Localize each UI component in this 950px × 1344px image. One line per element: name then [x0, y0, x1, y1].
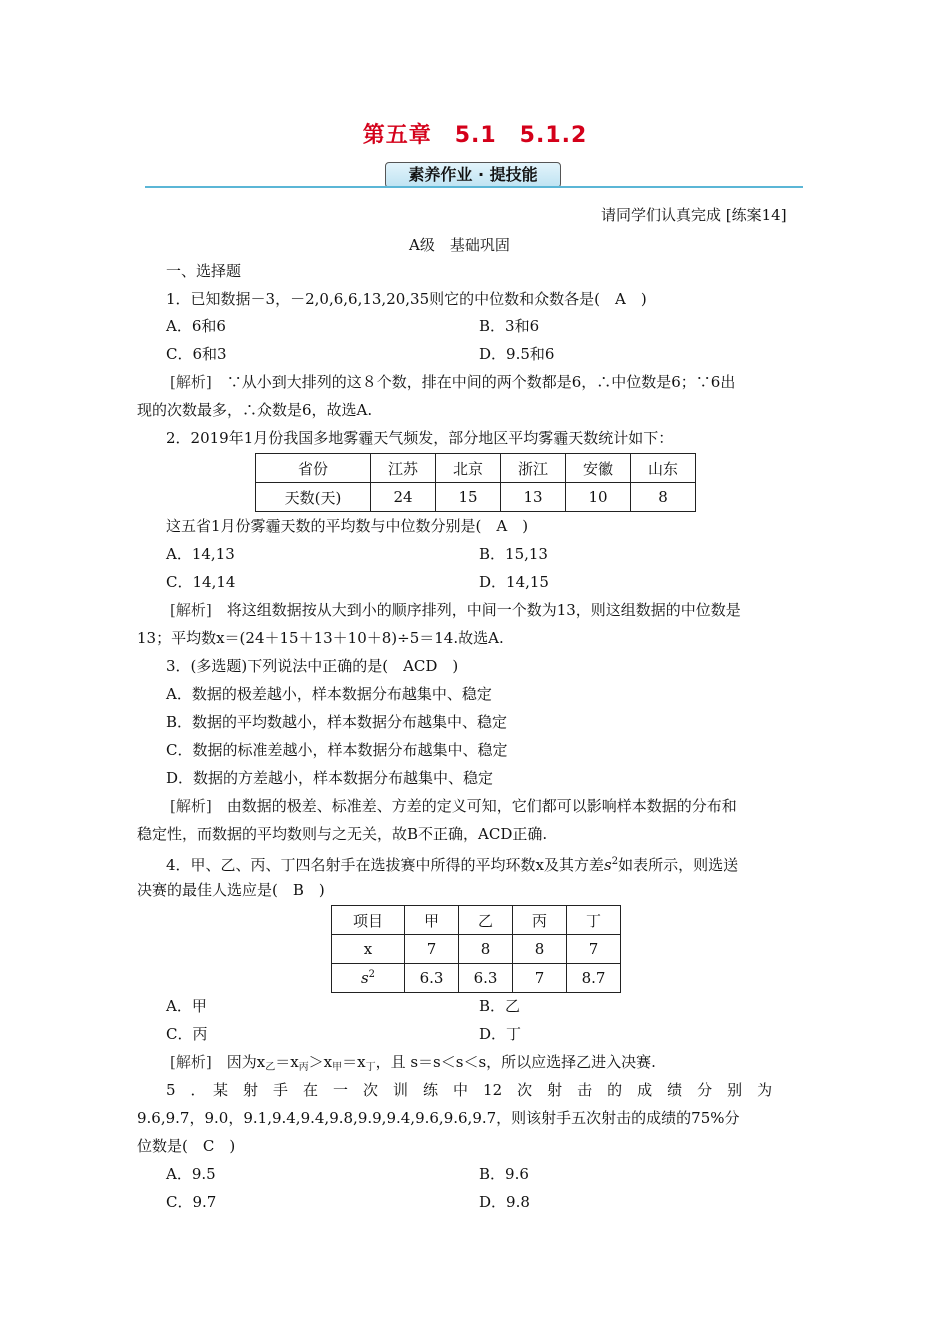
table-cell: 8	[631, 483, 696, 512]
table-cell: 项目	[332, 906, 405, 935]
q3-option-a: A．数据的极差越小，样本数据分布越集中、稳定	[166, 685, 492, 703]
variance-exponent: 2	[611, 856, 619, 867]
table-cell: 7	[405, 935, 459, 964]
table-cell: 省份	[256, 454, 371, 483]
table-cell: 浙江	[501, 454, 566, 483]
table-cell	[332, 964, 405, 993]
table-cell: 山东	[631, 454, 696, 483]
variance-exponent: 2	[368, 969, 376, 980]
q4-explanation	[170, 1051, 656, 1079]
chapter-title: 第五章 5.1 5.1.2	[362, 123, 588, 148]
variance-symbol: s	[360, 969, 369, 987]
q3-analysis-tag: [解析]	[170, 797, 212, 815]
q4-option-a: A．甲	[166, 997, 207, 1015]
explanation-text: ＝x	[275, 1053, 299, 1071]
q2-data-table	[255, 453, 696, 512]
q3-option-d: D．数据的方差越小，样本数据分布越集中、稳定	[166, 769, 494, 787]
q1-option-d: D．9.5和6	[479, 345, 555, 363]
table-cell: 甲	[405, 906, 459, 935]
q2-question: 这五省1月份雾霾天数的平均数与中位数分别是( A )	[166, 517, 529, 535]
level-heading: A级 基础巩固	[409, 236, 510, 254]
q2-explanation-line1	[170, 599, 741, 621]
table-cell: 7	[567, 935, 621, 964]
table-cell: 安徽	[566, 454, 631, 483]
table-cell: 天数(天)	[256, 483, 371, 512]
q2-explanation-line2: 13；平均数x＝(24＋15＋13＋10＋8)÷5＝14.故选A.	[137, 629, 504, 647]
q4-option-b: B．乙	[479, 997, 521, 1015]
table-cell: 8	[459, 935, 513, 964]
subscript: 丙	[298, 1062, 309, 1073]
q2-option-d: D．14,15	[479, 573, 549, 591]
subscript: 甲	[332, 1062, 343, 1073]
table-row	[332, 906, 621, 935]
q3-explanation-line1	[170, 795, 737, 817]
q1-analysis-tag: [解析]	[170, 373, 212, 391]
practice-note: 请同学们认真完成 [练案14]	[601, 206, 787, 224]
q1-option-c: C．6和3	[166, 345, 227, 363]
q3-stem: 3．(多选题)下列说法中正确的是( ACD )	[166, 657, 459, 675]
q1-option-a: A．6和6	[166, 317, 226, 335]
q5-stem-line2: 9.6,9.7，9.0，9.1,9.4,9.4,9.8,9.9,9.4,9.6,9.6,9.7，则该射手五次射击的成绩的75%分	[137, 1109, 740, 1127]
q2-option-a: A．14,13	[166, 545, 235, 563]
q4-data-table	[331, 905, 621, 993]
table-row	[332, 935, 621, 964]
q2-analysis-tag: [解析]	[170, 601, 212, 619]
q2-stem: 2．2019年1月份我国多地雾霾天气频发，部分地区平均雾霾天数统计如下：	[166, 429, 674, 447]
q5-option-c: C．9.7	[166, 1193, 217, 1211]
q4-option-d: D．丁	[479, 1025, 522, 1043]
q1-explanation-text: ∵从小到大排列的这８个数，排在中间的两个数都是6，∴中位数是6；∵6出	[211, 373, 736, 391]
q5-stem-line3: 位数是( C )	[137, 1137, 236, 1155]
subscript: 丁	[365, 1062, 376, 1073]
table-row	[332, 964, 621, 993]
table-cell: 6.3	[405, 964, 459, 993]
table-row	[256, 454, 696, 483]
table-cell: 13	[501, 483, 566, 512]
table-cell: 乙	[459, 906, 513, 935]
q2-option-c: C．14,14	[166, 573, 236, 591]
q4-analysis-tag: [解析]	[170, 1053, 212, 1071]
variance-symbol: s	[604, 856, 612, 874]
q3-option-c: C．数据的标准差越小，样本数据分布越集中、稳定	[166, 741, 508, 759]
q4-stem-end: 如表所示，则选送	[618, 856, 739, 874]
q3-explanation-text: 由数据的极差、标准差、方差的定义可知，它们都可以影响样本数据的分布和	[211, 797, 737, 815]
table-cell: x	[332, 935, 405, 964]
table-cell: 10	[566, 483, 631, 512]
table-cell: 江苏	[371, 454, 436, 483]
q2-explanation-text: 将这组数据按从大到小的顺序排列，中间一个数为13，则这组数据的中位数是	[211, 601, 741, 619]
section-banner: 素养作业 · 提技能	[385, 162, 561, 188]
q5-option-d: D．9.8	[479, 1193, 530, 1211]
q4-stem-line2: 决赛的最佳人选应是( B )	[137, 881, 325, 899]
table-row	[256, 483, 696, 512]
table-cell: 丁	[567, 906, 621, 935]
q4-stem-line1	[166, 851, 738, 876]
table-cell: 15	[436, 483, 501, 512]
table-cell: 7	[513, 964, 567, 993]
q4-stem-text: 4．甲、乙、丙、丁四名射手在选拔赛中所得的平均环数x及其方差	[166, 856, 605, 874]
q1-stem: 1．已知数据－3，－2,0,6,6,13,20,35则它的中位数和众数各是( A )	[166, 290, 647, 308]
q4-option-c: C．丙	[166, 1025, 208, 1043]
q1-option-b: B．3和6	[479, 317, 540, 335]
section-heading: 一、选择题	[166, 262, 242, 280]
q5-option-a: A．9.5	[166, 1165, 216, 1183]
q1-explanation-line1	[170, 371, 735, 393]
explanation-text: ＞x	[308, 1053, 333, 1071]
q3-option-b: B．数据的平均数越小，样本数据分布越集中、稳定	[166, 713, 508, 731]
q5-option-b: B．9.6	[479, 1165, 529, 1183]
title-divider	[145, 186, 803, 188]
table-cell: 8	[513, 935, 567, 964]
subscript: 乙	[265, 1062, 276, 1073]
explanation-text: 因为x	[211, 1053, 266, 1071]
explanation-text: ＝x	[342, 1053, 366, 1071]
table-cell: 8.7	[567, 964, 621, 993]
table-cell: 6.3	[459, 964, 513, 993]
q2-option-b: B．15,13	[479, 545, 548, 563]
q5-stem-line1: 5 ． 某 射 手 在 一 次 训 练 中 12 次 射 击 的 成 绩 分 别 为	[166, 1081, 773, 1099]
table-cell: 北京	[436, 454, 501, 483]
table-cell: 24	[371, 483, 436, 512]
q3-explanation-line2: 稳定性，而数据的平均数则与之无关，故B不正确，ACD正确.	[137, 825, 548, 843]
explanation-text: ，且 s＝s＜s＜s，所以应选择乙进入决赛.	[375, 1053, 656, 1071]
table-cell: 丙	[513, 906, 567, 935]
q1-explanation-line2: 现的次数最多，∴众数是6，故选A.	[137, 401, 373, 419]
